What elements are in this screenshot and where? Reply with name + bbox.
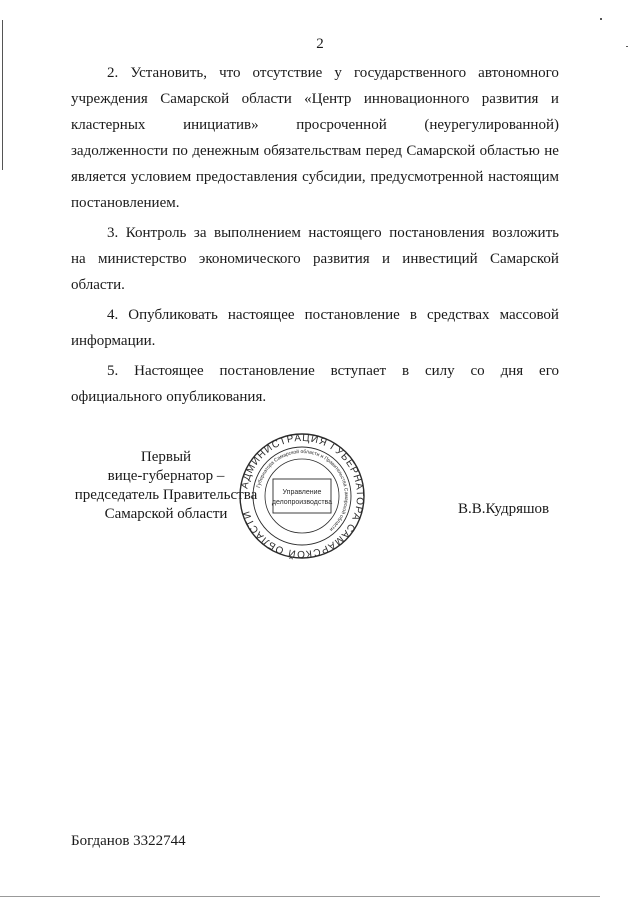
word: задолженности [71, 143, 168, 159]
word: является [71, 169, 127, 185]
word: силу [424, 363, 455, 379]
word: у [334, 65, 342, 81]
word: постановления [389, 225, 485, 241]
paragraph-line [71, 246, 559, 272]
signatory-position [66, 448, 266, 524]
word: экономического [198, 251, 301, 267]
signatory-position-line: Первый [140, 449, 192, 465]
word: отсутствие [252, 65, 323, 81]
word: массовой [499, 307, 559, 323]
paragraph-line [71, 190, 559, 216]
word: государственного [353, 65, 467, 81]
word: кластерных [71, 117, 146, 133]
seal-inner-text: Губернатора Самарской области и Правительства Самарской области [255, 448, 350, 533]
word: Установить, [130, 65, 207, 81]
word: Самарской [406, 143, 476, 159]
paragraph-line [71, 358, 559, 384]
paragraph-line [71, 86, 559, 112]
word: субсидии, [302, 169, 366, 185]
signatory-position-line: вице-губернатор – [107, 468, 225, 484]
word: области. [71, 277, 125, 293]
word: вступает [330, 363, 387, 379]
word: 4. [107, 307, 119, 323]
word: развития [312, 251, 370, 267]
word: 5. [107, 363, 119, 379]
word: Контроль [125, 225, 187, 241]
word: (неурегулированной) [424, 117, 559, 133]
word: постановлением. [71, 195, 180, 211]
word: автономного [478, 65, 559, 81]
word: его [539, 363, 559, 379]
word: просроченной [296, 117, 387, 133]
word: настоящего [308, 225, 382, 241]
paragraph-line [71, 328, 559, 354]
word: обязательствам [263, 143, 362, 159]
word: Настоящее [134, 363, 204, 379]
word: за [193, 225, 207, 241]
word: 2. [107, 65, 119, 81]
word: по [172, 143, 188, 159]
word: министерство [97, 251, 187, 267]
seal-outer-text: АДМИНИСТРАЦИЯ ГУБЕРНАТОРА САМАРСКОЙ ОБЛАСТИ [239, 432, 366, 560]
word: настоящим [488, 169, 559, 185]
word: учреждения [71, 91, 148, 107]
paragraph-line [71, 60, 559, 86]
word: инициатив» [183, 117, 259, 133]
word: выполнением [214, 225, 301, 241]
word: развития [481, 91, 539, 107]
word: перед [365, 143, 402, 159]
word: что [219, 65, 241, 81]
paragraph-line [71, 164, 559, 190]
word: «Центр [304, 91, 352, 107]
scan-edge-mark [0, 896, 600, 897]
paragraph-line [71, 272, 559, 298]
word: областью [479, 143, 540, 159]
executor-contact: Богданов 3322744 [71, 833, 186, 849]
word: инвестиций [402, 251, 478, 267]
word: официального [71, 389, 163, 405]
word: настоящее [227, 307, 295, 323]
paragraph-line [71, 220, 559, 246]
word: возложить [492, 225, 559, 241]
word: и [550, 91, 559, 107]
word: 3. [107, 225, 119, 241]
word: и [381, 251, 390, 267]
paragraph-line [71, 384, 559, 410]
word: опубликования. [166, 389, 267, 405]
paragraph-line [71, 138, 559, 164]
word: средствах [427, 307, 490, 323]
word: условием [130, 169, 192, 185]
scan-speck [600, 18, 602, 20]
seal-center-text: Управление [282, 489, 322, 496]
signatory-position-line: Самарской области [104, 506, 228, 522]
word: предоставления [195, 169, 298, 185]
word: не [544, 143, 559, 159]
word: Самарской [490, 251, 559, 267]
word: постановление [219, 363, 315, 379]
word: в [401, 363, 410, 379]
word: Опубликовать [128, 307, 218, 323]
word: постановление [304, 307, 400, 323]
word: Самарской [160, 91, 230, 107]
word: инновационного [363, 91, 470, 107]
seal-center-text: делопроизводства [271, 499, 333, 506]
word: дня [500, 363, 524, 379]
official-seal-stamp [238, 432, 366, 560]
word: в [409, 307, 417, 323]
word: информации. [71, 333, 156, 349]
page-number: 2 [316, 36, 324, 52]
signatory-position-line: председатель Правительства [74, 487, 258, 503]
signatory-name: В.В.Кудряшов [458, 501, 550, 517]
word: области [241, 91, 292, 107]
word: со [470, 363, 485, 379]
word: предусмотренной [370, 169, 484, 185]
document-body [71, 60, 559, 410]
paragraph-line [71, 302, 559, 328]
paragraph-line [71, 112, 559, 138]
word: на [71, 251, 86, 267]
word: денежным [192, 143, 260, 159]
